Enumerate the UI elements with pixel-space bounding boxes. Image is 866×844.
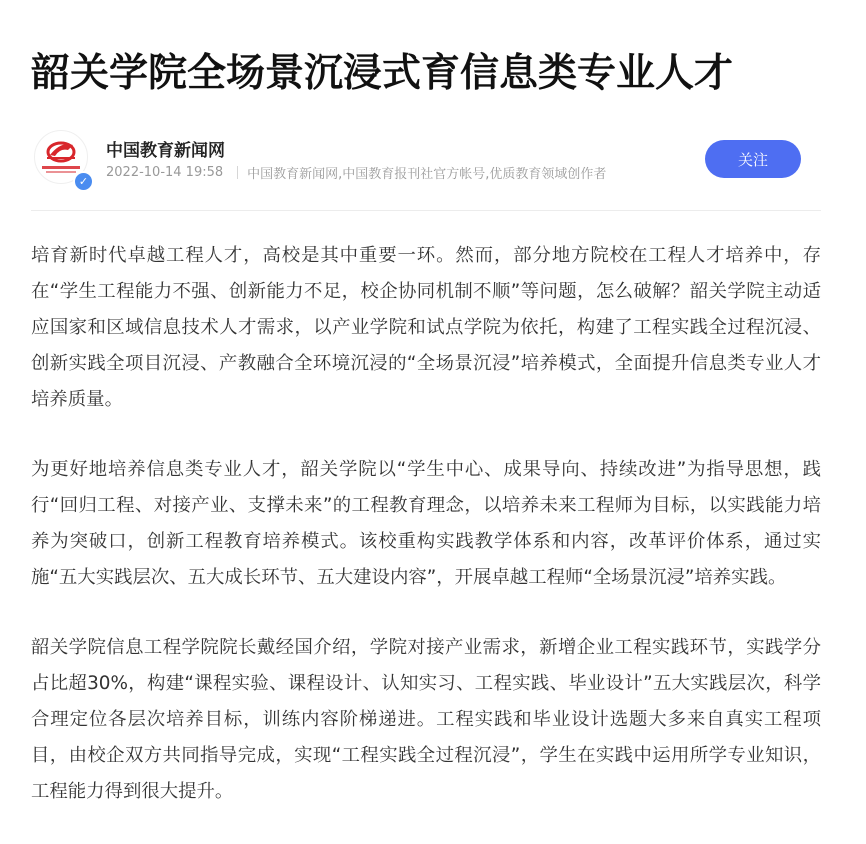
publish-datetime: 2022-10-14 19:58 bbox=[106, 165, 224, 180]
paragraph: 培育新时代卓越工程人才，高校是其中重要一环。然而，部分地方院校在工程人才培养中，存在“学生工程能力不强、创新能力不足，校企协同机制不顺”等问题，怎么破解？韶关学院主动适应国家和区域信息技术人才需求，以产业学院和试点学院为依托，构建了工程实践全过程沉浸、创新实践全项目沉浸、产教融合全环境沉浸的“全场景沉浸”培养模式，全面提升信息类专业人才培养质量。 bbox=[31, 245, 821, 410]
article-body bbox=[31, 238, 821, 844]
follow-button[interactable]: 关注 bbox=[705, 140, 801, 178]
author-meta bbox=[106, 163, 606, 182]
paragraph: 为更好地培养信息类专业人才，韶关学院以“学生中心、成果导向、持续改进”为指导思想，践行“回归工程、对接产业、支撑未来”的工程教育理念，以培养未来工程师为目标，以实践能力培养为突破口，创新工程教育培养模式。该校重构实践教学体系和内容，改革评价体系，通过实施“五大实践层次、五大成长环节、五大建设内容”，开展卓越工程师“全场景沉浸”培养实践。 bbox=[31, 459, 821, 588]
verified-check-icon: ✓ bbox=[73, 171, 94, 192]
paragraph: 韶关学院信息工程学院院长戴经国介绍，学院对接产业需求，新增企业工程实践环节，实践学分占比超30%，构建“课程实验、课程设计、认知实习、工程实践、毕业设计”五大实践层次，科学合理定位各层次培养目标，训练内容阶梯递进。工程实践和毕业设计选题大多来自真实工程项目，由校企双方共同指导完成，实现“工程实践全过程沉浸”，学生在实践中运用所学专业知识，工程能力得到很大提升。 bbox=[31, 637, 821, 802]
author-description: 中国教育新闻网,中国教育报刊社官方帐号,优质教育领域创作者 bbox=[247, 167, 607, 182]
meta-divider bbox=[237, 166, 238, 179]
author-bar bbox=[31, 126, 821, 211]
article-title: 韶关学院全场景沉浸式育信息类专业人才 bbox=[31, 51, 734, 96]
author-avatar[interactable] bbox=[34, 130, 89, 188]
author-name[interactable]: 中国教育新闻网 bbox=[106, 141, 225, 161]
